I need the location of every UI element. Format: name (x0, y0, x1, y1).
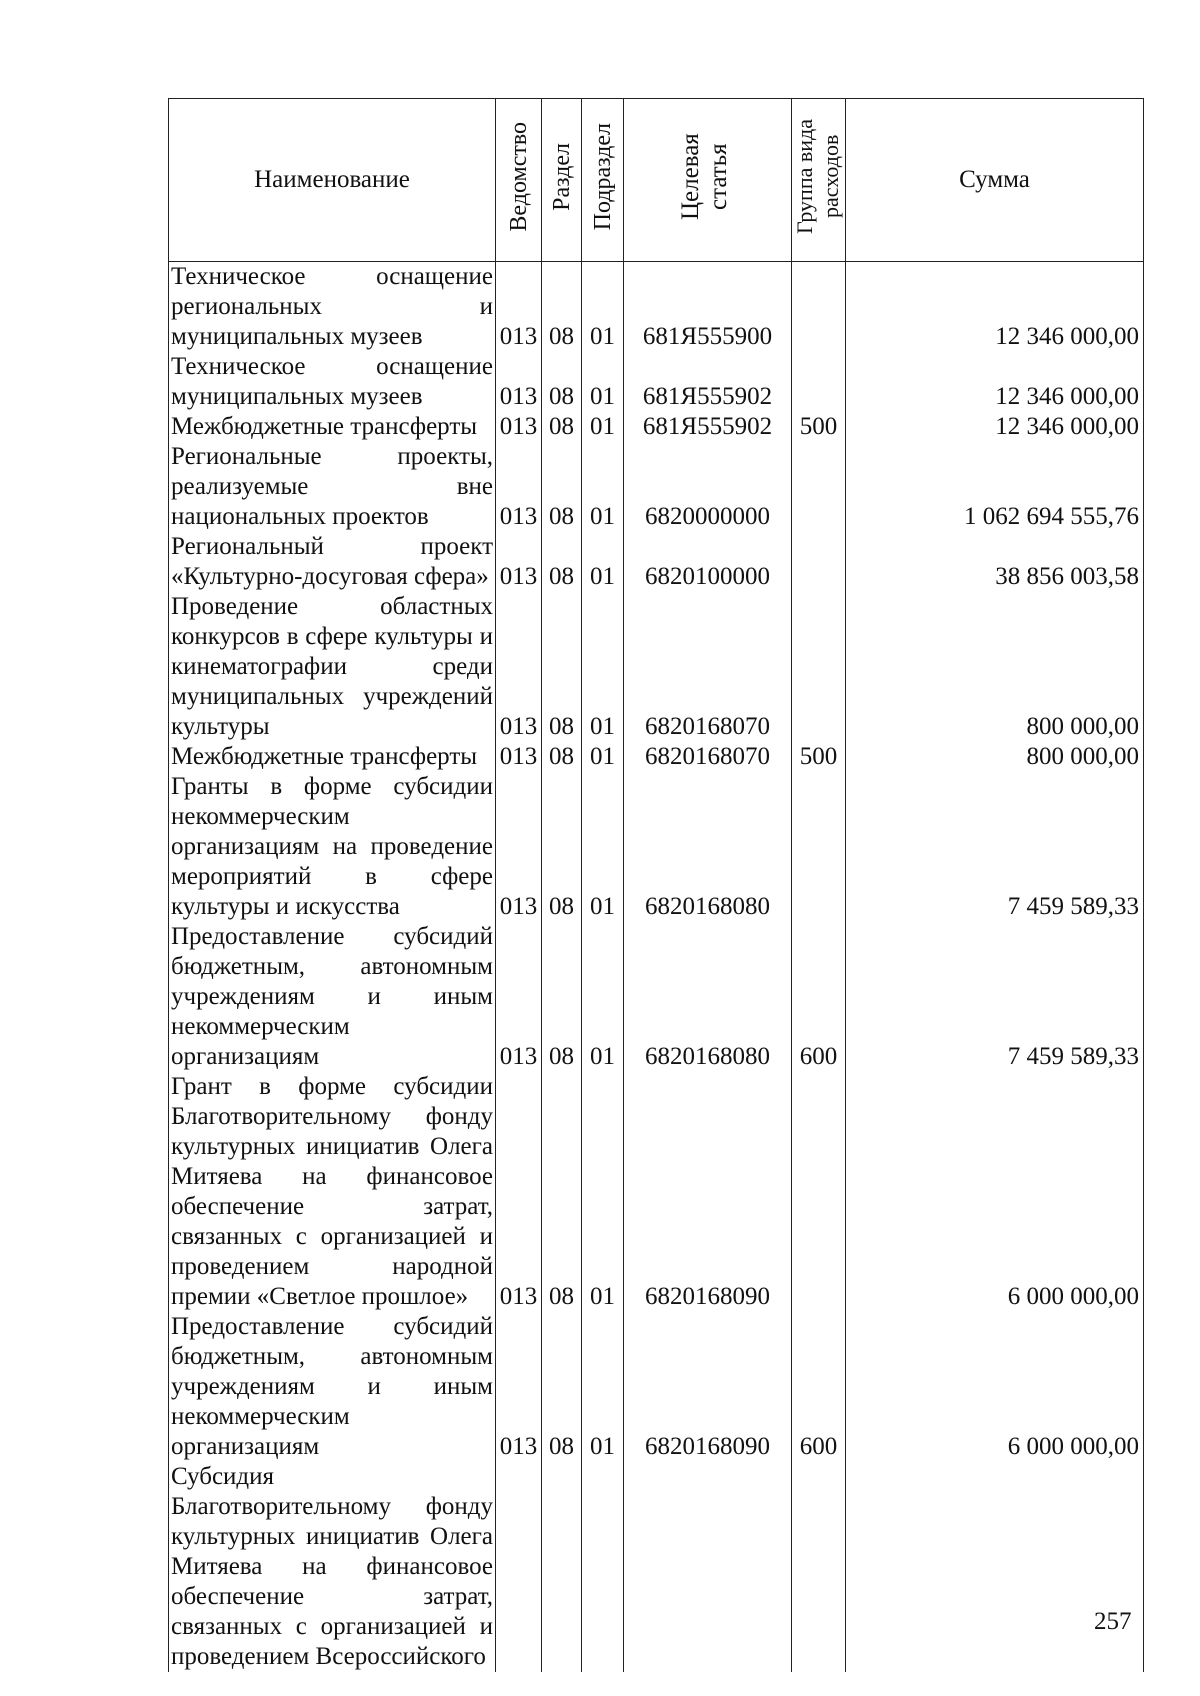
cell-subsection: 01 (582, 532, 624, 592)
cell-name: Предоставление субсидий бюджетным, автономным учреждениям и иным некоммерческим организациям (169, 922, 496, 1072)
table-row (169, 352, 1144, 412)
cell-dept: 013 (496, 1312, 542, 1462)
budget-table (168, 98, 1144, 1672)
cell-name: Предоставление субсидий бюджетным, автономным учреждениям и иным некоммерческим организациям (169, 1312, 496, 1462)
table-row (169, 922, 1144, 1072)
cell-section: 08 (542, 352, 582, 412)
cell-name: Региональный проект «Культурно-досуговая сфера» (169, 532, 496, 592)
cell-group: 500 (792, 742, 846, 772)
cell-section: 08 (542, 742, 582, 772)
cell-sum: 12 346 000,00 (846, 262, 1144, 353)
cell-group (792, 262, 846, 353)
cell-dept: 013 (496, 1072, 542, 1312)
cell-name: Межбюджетные трансферты (169, 742, 496, 772)
cell-group (792, 772, 846, 922)
cell-target: 6820168090 (624, 1072, 792, 1312)
table-row (169, 592, 1144, 742)
cell-subsection: 01 (582, 352, 624, 412)
table-row (169, 1072, 1144, 1312)
table-row (169, 442, 1144, 532)
cell-dept (496, 1462, 542, 1672)
cell-target: 6820168080 (624, 922, 792, 1072)
cell-name: Проведение областных конкурсов в сфере культуры и кинематографии среди муниципальных учреждений культуры (169, 592, 496, 742)
cell-target: 6820100000 (624, 532, 792, 592)
header-group: Группа вида расходов (792, 99, 846, 262)
cell-sum: 800 000,00 (846, 742, 1144, 772)
header-subsection: Подраздел (582, 99, 624, 262)
cell-section (542, 1462, 582, 1672)
cell-subsection: 01 (582, 592, 624, 742)
cell-section: 08 (542, 1312, 582, 1462)
cell-target: 6820168080 (624, 772, 792, 922)
cell-target: 681Я555902 (624, 412, 792, 442)
table-row (169, 1462, 1144, 1672)
header-row (169, 99, 1144, 262)
cell-subsection: 01 (582, 412, 624, 442)
header-section: Раздел (542, 99, 582, 262)
cell-name: Гранты в форме субсидии некоммерческим организациям на проведение мероприятий в сфере культуры и искусства (169, 772, 496, 922)
cell-name: Межбюджетные трансферты (169, 412, 496, 442)
cell-target: 681Я555902 (624, 352, 792, 412)
cell-group (792, 1462, 846, 1672)
cell-section: 08 (542, 592, 582, 742)
cell-target: 6820000000 (624, 442, 792, 532)
cell-subsection: 01 (582, 922, 624, 1072)
cell-group: 600 (792, 922, 846, 1072)
cell-section: 08 (542, 1072, 582, 1312)
cell-target: 6820168070 (624, 592, 792, 742)
page-number: 257 (1094, 1608, 1132, 1635)
cell-subsection: 01 (582, 1312, 624, 1462)
cell-sum: 12 346 000,00 (846, 412, 1144, 442)
cell-group: 600 (792, 1312, 846, 1462)
cell-sum: 6 000 000,00 (846, 1072, 1144, 1312)
cell-name: Техническое оснащение региональных и муниципальных музеев (169, 262, 496, 353)
cell-sum: 800 000,00 (846, 592, 1144, 742)
header-dept: Ведомство (496, 99, 542, 262)
cell-target: 6820168070 (624, 742, 792, 772)
table-row (169, 262, 1144, 353)
cell-target: 6820168090 (624, 1312, 792, 1462)
cell-section: 08 (542, 772, 582, 922)
cell-group: 500 (792, 412, 846, 442)
cell-dept: 013 (496, 532, 542, 592)
cell-section: 08 (542, 532, 582, 592)
table-row (169, 772, 1144, 922)
table-row (169, 532, 1144, 592)
cell-dept: 013 (496, 742, 542, 772)
cell-dept: 013 (496, 772, 542, 922)
header-target: Целевая статья (624, 99, 792, 262)
cell-subsection: 01 (582, 262, 624, 353)
cell-sum (846, 1462, 1144, 1672)
cell-sum: 6 000 000,00 (846, 1312, 1144, 1462)
cell-group (792, 592, 846, 742)
header-name: Наименование (169, 99, 496, 262)
table-row (169, 1312, 1144, 1462)
cell-dept: 013 (496, 592, 542, 742)
cell-target: 681Я555900 (624, 262, 792, 353)
table-row (169, 742, 1144, 772)
header-sum: Сумма (846, 99, 1144, 262)
cell-group (792, 1072, 846, 1312)
cell-name: Техническое оснащение муниципальных музеев (169, 352, 496, 412)
cell-dept: 013 (496, 262, 542, 353)
cell-group (792, 532, 846, 592)
cell-dept: 013 (496, 352, 542, 412)
cell-sum: 7 459 589,33 (846, 922, 1144, 1072)
cell-group (792, 352, 846, 412)
cell-group (792, 442, 846, 532)
cell-subsection: 01 (582, 1072, 624, 1312)
cell-dept: 013 (496, 442, 542, 532)
cell-dept: 013 (496, 922, 542, 1072)
cell-subsection: 01 (582, 772, 624, 922)
cell-section: 08 (542, 922, 582, 1072)
cell-sum: 1 062 694 555,76 (846, 442, 1144, 532)
cell-sum: 12 346 000,00 (846, 352, 1144, 412)
cell-target (624, 1462, 792, 1672)
cell-subsection: 01 (582, 442, 624, 532)
cell-section: 08 (542, 262, 582, 353)
cell-dept: 013 (496, 412, 542, 442)
cell-name: Грант в форме субсидии Благотворительному фонду культурных инициатив Олега Митяева на финансовое обеспечение затрат, связанных с организацией и проведением народной премии «Светлое прошлое» (169, 1072, 496, 1312)
cell-name: Региональные проекты, реализуемые вне национальных проектов (169, 442, 496, 532)
cell-subsection: 01 (582, 742, 624, 772)
cell-sum: 38 856 003,58 (846, 532, 1144, 592)
cell-name: Субсидия Благотворительному фонду культурных инициатив Олега Митяева на финансовое обеспечение затрат, связанных с организацией и проведением Всероссийского (169, 1462, 496, 1672)
cell-subsection (582, 1462, 624, 1672)
cell-section: 08 (542, 442, 582, 532)
cell-sum: 7 459 589,33 (846, 772, 1144, 922)
table-row (169, 412, 1144, 442)
cell-section: 08 (542, 412, 582, 442)
